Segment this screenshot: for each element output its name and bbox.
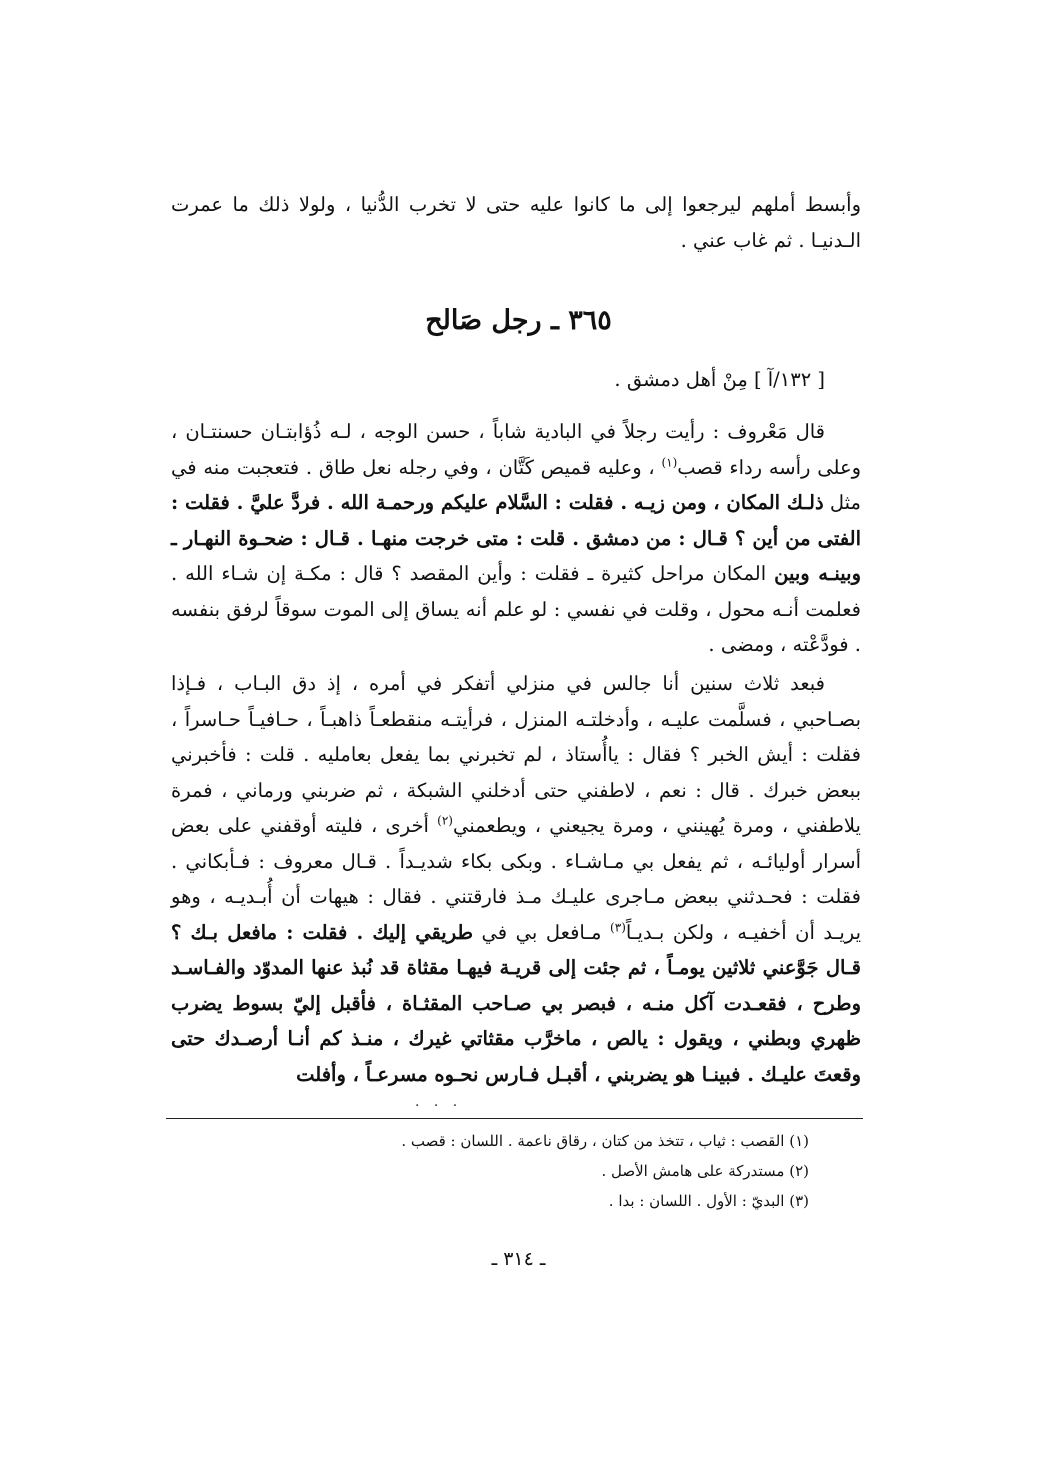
- footnote-divider: [166, 1118, 863, 1119]
- section-title: ٣٦٥ ـ رجل صَالح: [425, 305, 612, 336]
- paragraph-1-block: [171, 414, 861, 663]
- continuation-dots: · · ·: [415, 1098, 463, 1114]
- paragraph-1: [171, 414, 861, 663]
- paragraph-1-text-a: قال مَعْروف : رأيت رجلاً في البادية شاباً ، حسن الوجه ، لـه ذُؤابتـان حسنتـان ، وعلى رأسه رداء قصب: [171, 420, 861, 479]
- footnote-3: (٣) البديّ : الأول . اللسان : بدا .: [608, 1192, 809, 1210]
- top-paragraph: وأبسط أملهم ليرجعوا إلى ما كانوا عليه حتى لا تخرب الدُّنيا ، ولولا ذلك ما عمرت الـدنيـا . ثم غاب عني .: [171, 193, 861, 252]
- paragraph-2-bold-text: طريقي إليك . فقلت : مافعل بـك ؟ قـال جَوَّعني ثلاثين يومـاً ، ثم جئت إلى قريـة فيهـا مقثاة قد نُبذ عنها المدوّد والفـاسـد وطرح ، فقعـدت آكل منـه ، فبصر بي صـاحب المقثـاة ، فأقبل إليّ بسوط يضرب ظهري وبطني ، ويقول : يالص ، ماخرَّب مقثاتي غيرك ، منـذ كم أنـا أرصـدك حتى وقعتَ عليـك . فبينـا هو يضربني ، أقبـل فـارس نحـوه مسرعـاً ، وأفلت: [171, 920, 861, 1086]
- paragraph-2-text-b: أخرى ، فليته أوقفني على بعض أسرار أوليائـه ، ثم يفعل بي مـاشـاء . وبكى بكاء شديـداً . قـال معروف : فـأبكاني . فقلت : فحـدثني ببعض مـاجرى عليـك مـذ فارقتني . فقال : هيهات أن أُبـديـه ، وهو يريـد أن أخفيـه ، ولكن بـديـاً: [171, 814, 861, 944]
- source-line: [ ١٣٢/آ ] مِنْ أهل دمشق .: [614, 368, 825, 391]
- paragraph-1-text-b: ، وعليه قميص كَتَّان ، وفي رجله نعل طاق . فتعجبت منه في مثل: [171, 455, 862, 514]
- footnote-1: (١) القصب : ثياب ، تتخذ من كتان ، رقاق ناعمة . اللسان : قصب .: [401, 1132, 809, 1150]
- footnote-ref-2: (٢): [437, 813, 453, 828]
- paragraph-2-text-c: مـافعل بي في: [473, 920, 611, 944]
- source-line-block: [171, 362, 861, 398]
- paragraph-2-text-a: فبعد ثلاث سنين أنا جالس في منزلي أتفكر في أمره ، إذ دق البـاب ، فـإذا بصـاحبي ، فسلَّمت عليـه ، وأدخلتـه المنزل ، فرأيتـه منقطعـاً ذاهبـاً ، حـافيـاً حـاسراً ، فقلت : أيش الخبر ؟ فقال : ياأُستاذ ، لم تخبرني بما يفعل بعامليه . قلت : فأخبرني ببعض خبرك . قال : نعم ، لاطفني حتى أدخلني الشبكة ، ثم ضربني ورماني ، فمرة يلاطفني ، ومرة يُهينني ، ومرة يجيعني ، ويطعمني: [171, 672, 861, 837]
- footnote-ref-1: (١): [661, 455, 678, 469]
- footnotes: [249, 1126, 809, 1216]
- footnote-2: (٢) مستدركة على هامش الأصل .: [601, 1162, 809, 1180]
- paragraph-2: [171, 666, 861, 1092]
- page-number: ـ ٣١٤ ـ: [491, 1248, 546, 1270]
- footnote-ref-3: (٣): [610, 920, 626, 934]
- top-paragraph-block: [171, 187, 861, 258]
- paragraph-1-text-c: المكان مراحل كثيرة ـ فقلت : وأين المقصد ؟ قال : مكـة إن شـاء الله . فعلمت أنـه محول ، وقلت في نفسي : لو علم أنه يساق إلى الموت سوقاً لرفق بنفسه . فودَّعْته ، ومضى .: [171, 562, 861, 656]
- paragraph-2-block: [171, 666, 861, 1092]
- paragraph-1-bold-text: ذلـك المكان ، ومن زيـه . فقلت : السَّلام عليكم ورحمـة الله . فردَّ عليَّ . فقلت : الفتى من أين ؟ قـال : من دمشق . قلت : متى خرجت منهـا . قـال : ضحـوة النهـار ـ وبينـه وبين: [171, 491, 861, 585]
